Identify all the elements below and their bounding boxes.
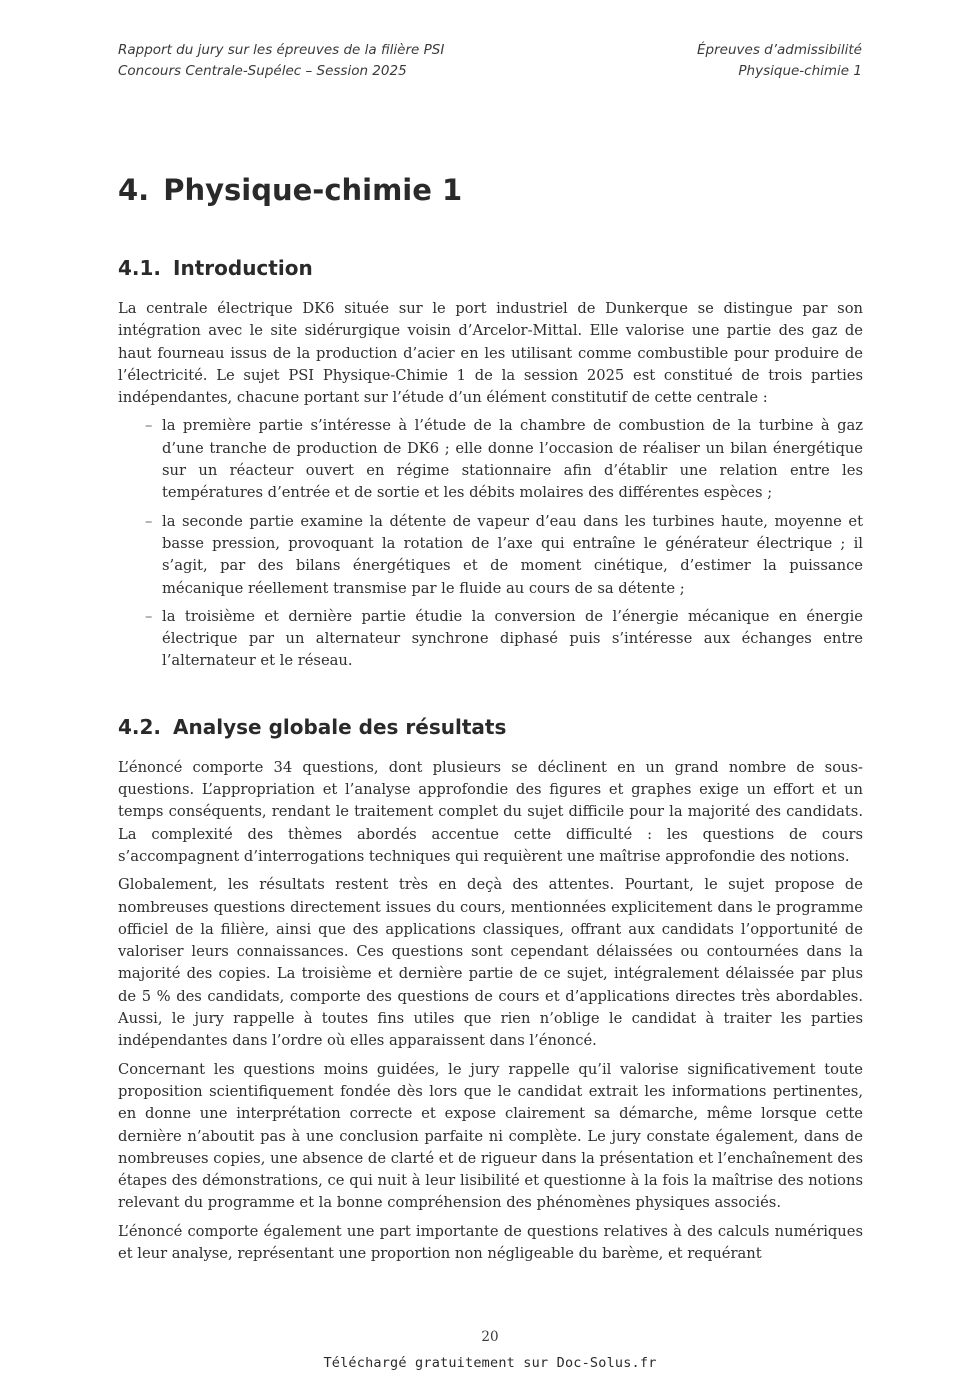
dash-marker: –	[145, 607, 153, 625]
analysis-paragraph: Globalement, les résultats restent très en deçà des attentes. Pourtant, le sujet propose de nombreuses questions directement issues du cours, mentionnées explicitement dans le programme officiel de la filière, ainsi que des applications classiques, offrant aux candidats l’opportunité de valoriser leurs connaissances. Ces questions sont cependant délaissées ou contournées dans la majorité des copies. La troisième et dernière partie de ce sujet, intégralement délaissée par plus de 5 % des candidats, comporte des questions de cours et d’applications directes très abordables. Aussi, le jury rappelle à toutes fins utiles que rien n’oblige le candidat à traiter les parties indépendantes dans l’ordre où elles apparaissent dans l’énoncé.	[118, 876, 863, 1050]
section-heading-introduction	[118, 254, 863, 282]
list-item	[145, 511, 863, 600]
analysis-paragraph: L’énoncé comporte 34 questions, dont plusieurs se déclinent en un grand nombre de sous-questions. L’appropriation et l’analyse approfondie des figures et graphes exige un effort et un temps conséquents, rendant le traitement complet du sujet difficile pour la majorité des candidats. La complexité des thèmes abordés accentue cette difficulté : les questions de cours s’accompagnent d’interrogations techniques qui requièrent une maîtrise approfondie des notions.	[118, 758, 863, 865]
analysis-paragraph: L’énoncé comporte également une part importante de questions relatives à des calculs numériques et leur analyse, représentant une proportion non négligeable du barème, et requérant	[118, 1222, 863, 1262]
section-heading-wrap-analyse	[118, 713, 863, 741]
section-number: 4.1.	[118, 256, 162, 280]
chapter-heading	[118, 170, 863, 210]
list-item	[145, 606, 863, 673]
list-item-text: la première partie s’intéresse à l’étude de la chambre de combustion de la turbine à gaz d’une tranche de production de DK6 ; elle donne l’occasion de réaliser un bilan énergétique sur un réacteur ouvert en régime stationnaire afin d’établir une relation entre les températures d’entrée et de sortie et les débits molaires des différentes espèces ;	[162, 417, 863, 502]
list-item	[145, 415, 863, 504]
header-row-2	[118, 61, 862, 82]
running-header	[118, 40, 862, 82]
page-body	[118, 170, 863, 1271]
section-title: Introduction	[173, 256, 313, 280]
list-item-text: la troisième et dernière partie étudie la conversion de l’énergie mécanique en énergie électrique par un alternateur synchrone diphasé puis s’intéresse aux échanges entre l’alternateur et le réseau.	[162, 607, 863, 670]
section-title: Analyse globale des résultats	[173, 714, 507, 739]
header-report-title: Rapport du jury sur les épreuves de la filière PSI	[118, 42, 445, 58]
section-heading-wrap-introduction	[118, 254, 863, 282]
dash-marker: –	[145, 512, 153, 530]
header-row-1	[118, 40, 862, 61]
chapter-heading-wrap	[118, 170, 863, 210]
analysis-paragraph: Concernant les questions moins guidées, le jury rappelle qu’il valorise significativement toute proposition scientifiquement fondée dès lors que le candidat extrait les informations pertinentes, en donne une interprétation correcte et expose clairement sa démarche, même lorsque cette dernière n’aboutit pas à une conclusion parfaite ni complète. Le jury constate également, dans de nombreuses copies, une absence de clarté et de rigueur dans la présentation et l’enchaînement des étapes des démonstrations, ce qui nuit à leur lisibilité et questionne à la fois la maîtrise des notions relevant du programme et la bonne compréhension des phénomènes physiques associés.	[118, 1060, 863, 1212]
section-heading-analyse	[118, 713, 863, 741]
chapter-number: 4.	[118, 173, 150, 207]
download-note: Téléchargé gratuitement sur Doc-Solus.fr	[323, 1355, 657, 1371]
header-exam-type: Épreuves d’admissibilité	[697, 42, 862, 58]
section-number: 4.2.	[118, 714, 162, 739]
chapter-title: Physique-chimie 1	[163, 173, 463, 207]
parts-list	[118, 415, 863, 672]
intro-paragraph: La centrale électrique DK6 située sur le port industriel de Dunkerque se distingue par son intégration avec le site sidérurgique voisin d’Arcelor-Mittal. Elle valorise une partie des gaz de haut fourneau issus de la production d’acier en les utilisant comme combustible pour produire de l’électricité. Le sujet PSI Physique-Chimie 1 de la session 2025 est constitué de trois parties indépendantes, chacune portant sur l’étude d’un élément constitutif de cette centrale :	[118, 300, 863, 407]
dash-marker: –	[145, 417, 153, 435]
list-item-text: la seconde partie examine la détente de vapeur d’eau dans les turbines haute, moyenne et basse pression, provoquant la rotation de l’axe qui entraîne le générateur électrique ; il s’agit, par des bilans énergétiques et de moment cinétique, d’estimer la puissance mécanique réellement transmise par le fluide au cours de sa détente ;	[162, 512, 863, 597]
page-number: 20	[481, 1329, 499, 1345]
header-session: Concours Centrale-Supélec – Session 2025	[118, 63, 407, 79]
header-subject: Physique-chimie 1	[738, 63, 862, 79]
